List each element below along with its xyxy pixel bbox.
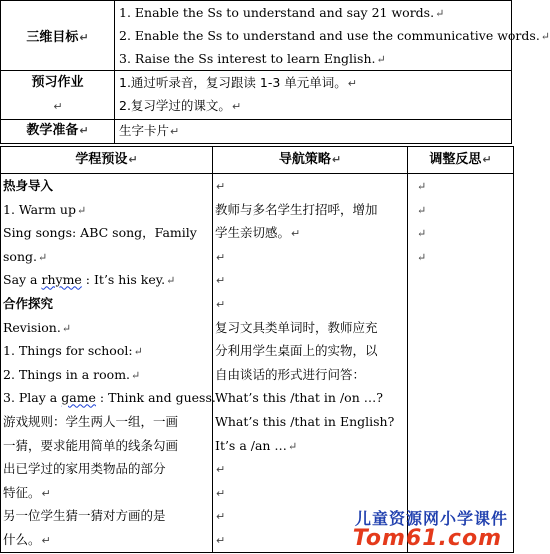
plan-column — [1, 174, 216, 553]
homework-row — [1, 71, 512, 120]
plan-line: 1. Warm up↵ — [3, 201, 87, 217]
process-header-row — [1, 147, 514, 174]
strategy-line: ↵ — [216, 510, 226, 524]
prep-row — [1, 120, 512, 144]
plan-line: 特征。↵ — [3, 484, 51, 500]
strategy-line: 分利用学生桌面上的实物，以 — [215, 343, 378, 359]
strategy-line: 复习文具类单词时，教师应充 — [215, 319, 378, 335]
plan-line: 一猜，要求能用简单的线条勾画 — [3, 437, 179, 453]
homework-label: 预习作业 — [31, 75, 84, 90]
plan-line: Sing songs: ABC song，Family — [3, 225, 197, 241]
strategy-line: 学生亲切感。↵ — [215, 225, 301, 241]
plan-line: song.↵ — [3, 248, 48, 264]
reflection-line: ↵ — [417, 203, 427, 217]
homework-1: 1.通过听录音，复习跟读 1-3 单元单词。↵ — [119, 75, 358, 90]
lesson-process-table — [0, 146, 514, 553]
watermark-logo: Tom61.com — [352, 526, 502, 551]
strategy-line: It’s a /an …↵ — [215, 437, 298, 453]
strategy-line: ↵ — [216, 250, 226, 264]
plan-line: 3. Play a game : Think and guess. — [3, 390, 216, 406]
strategy-line: 自由谈话的形式进行问答： — [215, 366, 366, 382]
goals-label: 三维目标 — [26, 30, 79, 45]
goal-1: 1. Enable the Ss to understand and say 21 words.↵ — [119, 5, 445, 20]
prep-label: 教学准备 — [26, 123, 79, 138]
watermark-title: 儿童资源网小学课件 — [354, 509, 508, 528]
strategy-line: ↵ — [216, 297, 226, 311]
strategy-line: What’s this /that in English? — [215, 413, 395, 429]
plan-line: 1. Things for school:↵ — [3, 343, 143, 359]
prep-value: 生字卡片 — [119, 123, 170, 138]
plan-line: 热身导入 — [3, 178, 54, 193]
strategy-line: ↵ — [216, 533, 226, 547]
reflection-line: ↵ — [417, 227, 427, 241]
strategy-line: ↵ — [216, 274, 226, 288]
goals-row — [1, 1, 512, 71]
goal-3: 3. Raise the Ss interest to learn English.↵ — [119, 51, 386, 66]
goal-2: 2. Enable the Ss to understand and use the communicative words.↵ — [119, 28, 550, 43]
plan-line: 2. Things in a room.↵ — [3, 366, 141, 382]
reflection-column — [408, 174, 514, 553]
strategy-line: ↵ — [216, 486, 226, 500]
prep-label-cell: 教学准备↵ — [1, 120, 115, 144]
strategy-line: What’s this /that in /on …? — [215, 390, 383, 406]
homework-label-cell: 预习作业 ↵ — [1, 71, 115, 120]
strategy-column — [213, 174, 408, 553]
plan-line: Say a rhyme : It’s his key.↵ — [3, 272, 176, 288]
plan-line: 合作探究 — [3, 295, 54, 311]
reflection-line: ↵ — [417, 250, 427, 264]
goals-content — [115, 1, 550, 71]
plan-line: 游戏规则：学生两人一组，一画 — [3, 413, 179, 429]
prep-content: 生字卡片↵ — [115, 120, 512, 144]
lesson-info-table — [0, 0, 550, 144]
plan-line: 另一位学生猜一猜对方画的是 — [3, 508, 166, 524]
process-body-row — [1, 174, 514, 553]
plan-line: 出已学过的家用类物品的部分 — [3, 461, 166, 477]
reflection-line: ↵ — [417, 180, 427, 193]
goals-label-cell: 三维目标↵ — [1, 1, 115, 71]
strategy-line: 教师与多名学生打招呼，增加 — [215, 201, 378, 217]
homework-2: 2.复习学过的课文。↵ — [119, 98, 242, 113]
strategy-line: ↵ — [216, 463, 226, 477]
header-strategy: 导航策略↵ — [213, 147, 408, 174]
strategy-line: ↵ — [216, 180, 226, 193]
plan-line: Revision.↵ — [3, 319, 72, 335]
homework-content — [115, 71, 512, 120]
header-reflection: 调整反思↵ — [408, 147, 514, 174]
plan-line: 什么。↵ — [3, 531, 51, 547]
site-watermark — [298, 506, 508, 552]
header-plan: 学程预设↵ — [1, 147, 213, 174]
